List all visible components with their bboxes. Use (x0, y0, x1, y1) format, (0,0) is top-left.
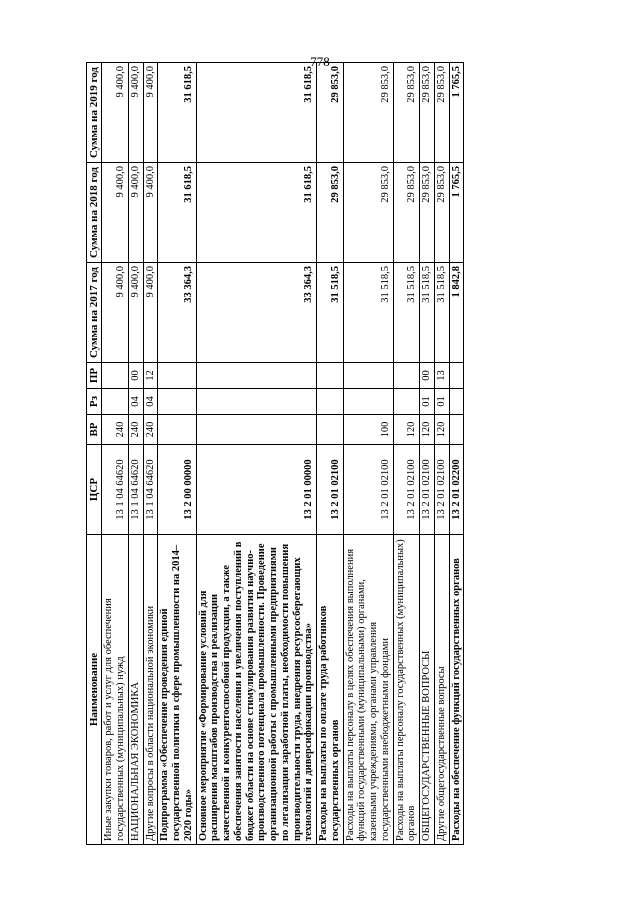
row-sum-2017: 31 518,5 (393, 263, 420, 363)
row-sum-2017: 9 400,0 (128, 263, 143, 363)
row-name: Другие общегосударственные вопросы (434, 535, 449, 845)
row-csr: 13 2 00 00000 (158, 445, 196, 535)
row-name: Иные закупки товаров, работ и услуг для обеспечения государственных (муниципальных) нужд (102, 535, 129, 845)
row-rz (102, 389, 129, 415)
row-csr: 13 2 01 02100 (420, 445, 435, 535)
row-vr (196, 415, 317, 445)
row-pr (393, 363, 420, 389)
row-vr (317, 415, 344, 445)
table-row (317, 63, 344, 845)
row-sum-2019: 1 765,5 (449, 63, 464, 163)
row-sum-2018: 29 853,0 (420, 163, 435, 263)
row-vr: 240 (102, 415, 129, 445)
row-rz (393, 389, 420, 415)
row-pr: 12 (143, 363, 158, 389)
row-sum-2019: 29 853,0 (393, 63, 420, 163)
row-sum-2018: 31 618,5 (158, 163, 196, 263)
row-vr: 240 (143, 415, 158, 445)
row-sum-2017: 9 400,0 (102, 263, 129, 363)
row-pr (196, 363, 317, 389)
table-row (449, 63, 464, 845)
row-pr (102, 363, 129, 389)
row-sum-2019: 31 618,5 (158, 63, 196, 163)
row-sum-2019: 31 618,5 (196, 63, 317, 163)
header-sum-2017: Сумма на 2017 год (87, 263, 102, 363)
row-csr: 13 1 04 64620 (143, 445, 158, 535)
row-sum-2017: 9 400,0 (143, 263, 158, 363)
header-name: Наименование (87, 535, 102, 845)
row-sum-2018: 9 400,0 (143, 163, 158, 263)
row-sum-2018: 1 765,5 (449, 163, 464, 263)
row-csr: 13 1 04 64620 (128, 445, 143, 535)
row-vr: 120 (393, 415, 420, 445)
table-row (393, 63, 420, 845)
row-csr: 13 2 01 00000 (196, 445, 317, 535)
row-sum-2017: 31 518,5 (343, 263, 393, 363)
header-pr: ПР (87, 363, 102, 389)
header-vr: ВР (87, 415, 102, 445)
table-row (158, 63, 196, 845)
row-pr (449, 363, 464, 389)
row-rz: 01 (420, 389, 435, 415)
row-sum-2017: 1 842,8 (449, 263, 464, 363)
row-csr: 13 2 01 02200 (449, 445, 464, 535)
row-sum-2018: 9 400,0 (102, 163, 129, 263)
table-row (196, 63, 317, 845)
row-sum-2018: 29 853,0 (343, 163, 393, 263)
row-sum-2018: 31 618,5 (196, 163, 317, 263)
row-vr: 100 (343, 415, 393, 445)
row-pr: 13 (434, 363, 449, 389)
header-csr: ЦСР (87, 445, 102, 535)
row-vr: 120 (420, 415, 435, 445)
row-csr: 13 1 04 64620 (102, 445, 129, 535)
header-sum-2018: Сумма на 2018 год (87, 163, 102, 263)
header-rz: Рз (87, 389, 102, 415)
row-name: Основное мероприятие «Формирование условий для расширения масштабов производства и реализации качественной и конкурентоспособной продукции, а также обеспечения занятости населения и увеличения поступлений в бюджет области на основе стимулирования развития научно-производственного потенциала промышленности. Проведение организационной работы с промышленными предприятиями по легализации заработной платы, необходимости повышения производительности труда, внедрения ресурсосберегающих технологий и диверсификации производства» (196, 535, 317, 845)
row-sum-2019: 29 853,0 (317, 63, 344, 163)
table-row (434, 63, 449, 845)
table-header-row (87, 63, 102, 845)
row-sum-2019: 9 400,0 (102, 63, 129, 163)
row-name: Другие вопросы в области национальной экономики (143, 535, 158, 845)
row-csr: 13 2 01 02100 (434, 445, 449, 535)
table-row (143, 63, 158, 845)
header-sum-2019: Сумма на 2019 год (87, 63, 102, 163)
row-sum-2017: 31 518,5 (317, 263, 344, 363)
row-rz (317, 389, 344, 415)
row-name: Подпрограмма «Обеспечение проведения единой государственной политики в сфере промышленности на 2014–2020 годы» (158, 535, 196, 845)
row-csr: 13 2 01 02100 (393, 445, 420, 535)
row-rz (343, 389, 393, 415)
row-sum-2018: 29 853,0 (434, 163, 449, 263)
table-row (343, 63, 393, 845)
row-name: Расходы на выплаты персоналу государственных (муниципальных) органов (393, 535, 420, 845)
row-csr: 13 2 01 02100 (317, 445, 344, 535)
budget-table (86, 62, 464, 845)
rotated-table-wrapper (86, 63, 536, 845)
rotated-table-container (86, 63, 536, 845)
row-name: Расходы на обеспечение функций государственных органов (449, 535, 464, 845)
row-name: НАЦИОНАЛЬНАЯ ЭКОНОМИКА (128, 535, 143, 845)
row-sum-2018: 29 853,0 (317, 163, 344, 263)
row-vr: 240 (128, 415, 143, 445)
row-vr (449, 415, 464, 445)
row-rz (158, 389, 196, 415)
row-sum-2019: 29 853,0 (420, 63, 435, 163)
row-pr (317, 363, 344, 389)
row-sum-2017: 31 518,5 (434, 263, 449, 363)
row-sum-2018: 29 853,0 (393, 163, 420, 263)
row-name: ОБЩЕГОСУДАРСТВЕННЫЕ ВОПРОСЫ (420, 535, 435, 845)
row-sum-2019: 29 853,0 (343, 63, 393, 163)
table-row (128, 63, 143, 845)
row-rz (196, 389, 317, 415)
row-pr: 00 (128, 363, 143, 389)
row-sum-2018: 9 400,0 (128, 163, 143, 263)
row-vr (158, 415, 196, 445)
row-sum-2019: 9 400,0 (143, 63, 158, 163)
row-rz: 04 (128, 389, 143, 415)
row-sum-2019: 9 400,0 (128, 63, 143, 163)
row-csr: 13 2 01 02100 (343, 445, 393, 535)
row-rz: 01 (434, 389, 449, 415)
row-sum-2017: 31 518,5 (420, 263, 435, 363)
page-number: 778 (310, 54, 330, 69)
row-pr: 00 (420, 363, 435, 389)
row-vr: 120 (434, 415, 449, 445)
row-pr (343, 363, 393, 389)
row-name: Расходы на выплаты персоналу в целях обеспечения выполнения функций государственными (муниципальными) органами, казенными учреждениями, органами управления государственными внебюджетными фондами (343, 535, 393, 845)
table-row (420, 63, 435, 845)
row-rz (449, 389, 464, 415)
row-name: Расходы на выплаты по оплате труда работников государственных органов (317, 535, 344, 845)
row-sum-2019: 29 853,0 (434, 63, 449, 163)
row-pr (158, 363, 196, 389)
table-row (102, 63, 129, 845)
row-sum-2017: 33 364,3 (158, 263, 196, 363)
row-sum-2017: 33 364,3 (196, 263, 317, 363)
row-rz: 04 (143, 389, 158, 415)
